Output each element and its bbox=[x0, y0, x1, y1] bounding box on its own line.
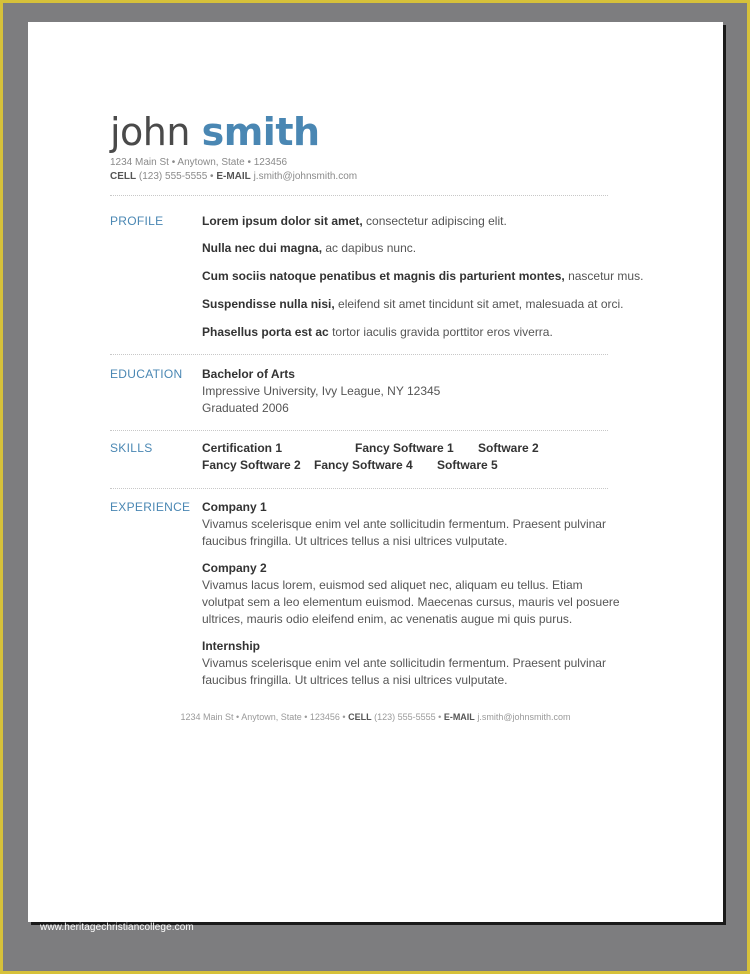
experience-list bbox=[202, 499, 652, 689]
skill-item: Certification 1 bbox=[202, 441, 283, 455]
job-description-line: ultrices, mauris odio eleifend enim, ac venenatis augue mi quis purus. bbox=[202, 612, 573, 626]
job-description-line: Vivamus lacus lorem, euismod sed aliquet nec, aliquam eu tellus. Etiam bbox=[202, 578, 583, 592]
profile-item-text: eleifend sit amet tincidunt sit amet, malesuada at orci. bbox=[334, 297, 624, 311]
profile-item-bold: Nulla nec dui magna, bbox=[202, 241, 323, 255]
first-name: john bbox=[110, 110, 190, 154]
profile-item-text: tortor iaculis gravida porttitor eros viverra. bbox=[328, 325, 553, 339]
footer-cell-value: (123) 555-5555 • bbox=[374, 712, 442, 722]
profile-item-text: nascetur mus. bbox=[564, 269, 644, 283]
job-entry bbox=[202, 638, 652, 689]
divider bbox=[110, 195, 608, 196]
job-title: Internship bbox=[202, 639, 261, 653]
divider bbox=[110, 354, 608, 355]
job-description-line: Vivamus scelerisque enim vel ante sollicitudin fermentum. Praesent pulvinar bbox=[202, 656, 606, 670]
profile-item-bold: Cum sociis natoque penatibus et magnis dis parturient montes, bbox=[202, 269, 565, 283]
profile-item-bold: Lorem ipsum dolor sit amet, bbox=[202, 214, 363, 228]
job-entry bbox=[202, 560, 652, 628]
skill-item: Fancy Software 4 bbox=[314, 458, 413, 472]
footer-email-label: E-MAIL bbox=[443, 712, 475, 722]
profile-item-text: consectetur adipiscing elit. bbox=[362, 214, 507, 228]
job-title: Company 2 bbox=[202, 561, 267, 575]
watermark-url: www.heritagechristiancollege.com bbox=[40, 922, 194, 933]
section-label-skills: SKILLS bbox=[110, 441, 153, 455]
job-title: Company 1 bbox=[202, 500, 267, 514]
skill-item: Fancy Software 1 bbox=[355, 441, 454, 455]
skill-item: Fancy Software 2 bbox=[202, 458, 301, 472]
cell-value: (123) 555-5555 • bbox=[138, 171, 214, 182]
divider bbox=[110, 430, 608, 431]
education-graduated: Graduated 2006 bbox=[202, 401, 289, 415]
skill-item: Software 2 bbox=[478, 441, 539, 455]
section-label-experience: EXPERIENCE bbox=[110, 500, 191, 514]
section-label-profile: PROFILE bbox=[110, 214, 164, 228]
education-block bbox=[202, 366, 652, 417]
footer-address: 1234 Main St • Anytown, State • 123456 • bbox=[180, 712, 346, 722]
job-description-line: Vivamus scelerisque enim vel ante sollicitudin fermentum. Praesent pulvinar bbox=[202, 517, 606, 531]
header-address: 1234 Main St • Anytown, State • 123456 bbox=[110, 157, 288, 168]
last-name: smith bbox=[201, 110, 320, 154]
cell-label: CELL bbox=[110, 171, 137, 182]
profile-item-text: ac dapibus nunc. bbox=[322, 241, 417, 255]
profile-item bbox=[202, 268, 643, 285]
job-description-line: volutpat sem a leo elementum euismod. Maecenas cursus, mauris vel posuere bbox=[202, 595, 620, 609]
resume-name bbox=[110, 108, 320, 156]
header-contact-line bbox=[110, 171, 357, 182]
profile-item-bold: Phasellus porta est ac bbox=[202, 325, 329, 339]
divider bbox=[110, 488, 608, 489]
section-label-education: EDUCATION bbox=[110, 367, 183, 381]
footer-cell-label: CELL bbox=[348, 712, 372, 722]
job-entry bbox=[202, 499, 652, 550]
job-description-line: faucibus fringilla. Ut ultrices tellus a nisi ultrices vulputate. bbox=[202, 534, 508, 548]
email-value: j.smith@johnsmith.com bbox=[253, 171, 358, 182]
education-school: Impressive University, Ivy League, NY 12345 bbox=[202, 384, 441, 398]
email-label: E-MAIL bbox=[216, 171, 251, 182]
job-description-line: faucibus fringilla. Ut ultrices tellus a nisi ultrices vulputate. bbox=[202, 673, 508, 687]
footer-contact bbox=[28, 712, 723, 722]
profile-item bbox=[202, 296, 624, 313]
footer-email-value: j.smith@johnsmith.com bbox=[477, 712, 571, 722]
profile-item bbox=[202, 240, 416, 257]
skill-item: Software 5 bbox=[437, 458, 498, 472]
education-degree: Bachelor of Arts bbox=[202, 367, 295, 381]
profile-item bbox=[202, 213, 507, 230]
profile-item-bold: Suspendisse nulla nisi, bbox=[202, 297, 335, 311]
profile-item bbox=[202, 324, 553, 341]
resume-page bbox=[28, 22, 723, 922]
